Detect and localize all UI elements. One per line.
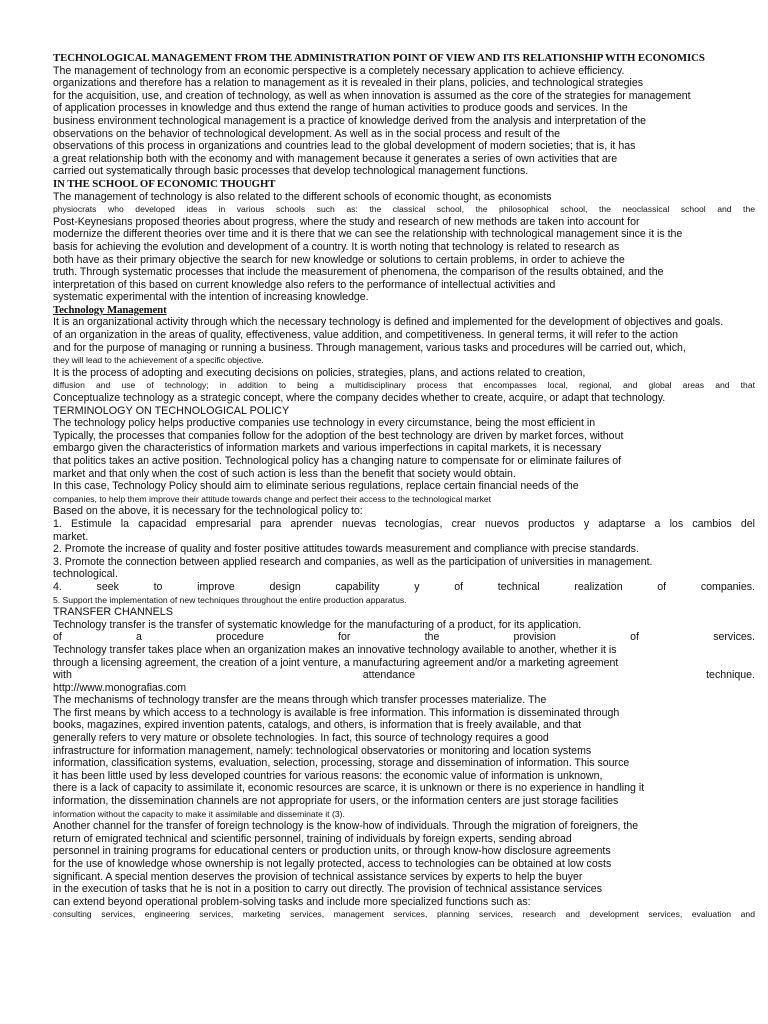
text-line: of application processes in knowledge and thus extend the range of human activities to produce goods and services. In the <box>53 102 628 115</box>
text-line: Another channel for the transfer of foreign technology is the know-how of individuals. Through the migration of foreigners, the <box>53 820 639 833</box>
text-line: technological. <box>53 568 118 581</box>
text-line: in the execution of tasks that he is not in a position to carry out directly. The provision of technical assistance services <box>53 883 602 896</box>
text-line: that politics takes an active position. Technological policy has a changing nature to compensate for or eliminate failures of <box>53 455 622 467</box>
text-line: there is a lack of capacity to assimilate it, economic resources are scarce, it is unknown or there is no experience in handling it <box>53 782 645 795</box>
text-line: personnel in training programs for educational centers or production units, or through know-how disclosure agreements <box>53 845 611 858</box>
text-line: of a procedure for the provision of services. <box>53 631 755 644</box>
text-line: Conceptualize technology as a strategic concept, where the company decides whether to create, acquire, or adapt that technology. <box>53 392 666 405</box>
text-line: truth. Through systematic processes that include the measurement of phenomena, the comparison of the results obtained, and the <box>53 266 664 279</box>
section-heading: TECHNOLOGICAL MANAGEMENT FROM THE ADMINISTRATION POINT OF VIEW AND ITS RELATIONSHIP WITH ECONOMICS <box>53 52 705 64</box>
section-heading: IN THE SCHOOL OF ECONOMIC THOUGHT <box>53 177 276 190</box>
text-line: through a licensing agreement, the creation of a joint venture, a manufacturing agreement and/or a marketing agreement <box>53 656 619 669</box>
text-line: It is an organizational activity through which the necessary technology is defined and implemented for the development of objectives and goals. <box>53 316 724 329</box>
text-line: it has been little used by less developed countries for various reasons: the economic value of information is unknown, <box>53 769 603 782</box>
text-line: The management of technology from an economic perspective is a completely necessary application to achieve efficiency. <box>53 64 625 77</box>
text-line: The mechanisms of technology transfer are the means through which transfer processes materialize. The <box>53 694 547 707</box>
document-page <box>53 52 755 921</box>
text-line: business environment technological management is a practice of knowledge derived from the analysis and interpretation of the <box>53 114 647 127</box>
text-line: can extend beyond operational problem-solving tasks and include more specialized functions such as: <box>53 895 531 908</box>
text-line: generally refers to very mature or obsolete technologies. In fact, this source of technology requires a good <box>53 732 549 745</box>
text-line: Technology transfer is the transfer of systematic knowledge for the manufacturing of a product, for its application. <box>53 618 582 631</box>
text-line: organizations and therefore has a relation to management as it is revealed in their plans, policies, and technological strategies <box>53 77 644 90</box>
text-line: basis for achieving the evolution and development of a country. It is worth noting that technology is related to research as <box>53 240 620 253</box>
text-line: information, the dissemination channels are not appropriate for users, or the information centers are just storage facilities <box>53 795 619 808</box>
text-line: a great relationship both with the economy and with management because it generates a series of own activities that are <box>53 152 618 165</box>
text-line: consulting services, engineering services, marketing services, management services, planning services, research and development services, evaluation and <box>53 909 755 920</box>
text-line: Based on the above, it is necessary for the technological policy to: <box>53 505 363 518</box>
text-line: TERMINOLOGY ON TECHNOLOGICAL POLICY <box>53 404 290 417</box>
text-line: infrastructure for information management, namely: technological observatories or monitoring and location systems <box>53 744 592 757</box>
text-line: both have as their primary objective the search for new knowledge or solutions to certain problems, in order to achieve the <box>53 253 625 266</box>
text-line: embargo given the characteristics of information markets and various imperfections in capital markets, it is necessary <box>53 442 602 455</box>
text-line: In this case, Technology Policy should aim to eliminate serious regulations, replace certain financial needs of the <box>53 480 579 493</box>
text-line: companies, to help them improve their attitude towards change and perfect their access to the technological market <box>53 493 492 504</box>
text-line: carried out systematically through basic processes that develop technological management functions. <box>53 165 529 178</box>
text-line: Technology transfer takes place when an organization makes an innovative technology available to another, whether it is <box>53 643 617 656</box>
text-line: they will lead to the achievement of a specific objective. <box>53 355 264 366</box>
text-line: modernize the different theories over time and it is there that we can see the relationship with technological management since it is the <box>53 228 683 241</box>
text-line: diffusion and use of technology; in addition to being a multidisciplinary process that encompasses local, regional, and global areas and that <box>53 380 755 391</box>
text-line: information without the capacity to make it assimilable and disseminate it (3). <box>53 808 345 819</box>
section-heading: Technology Management <box>53 303 167 316</box>
text-line: 2. Promote the increase of quality and foster positive attitudes towards measurement and compliance with precise standards. <box>53 543 639 556</box>
text-line: return of emigrated technical and scientific personnel, training of individuals by foreign experts, sending abroad <box>53 832 572 845</box>
text-line: Typically, the processes that companies follow for the adoption of the best technology are driven by market forces, without <box>53 429 624 442</box>
text-line: market and that only when the cost of such action is less than the benefit that society would obtain. <box>53 467 516 480</box>
text-line: Post-Keynesians proposed theories about progress, where the study and research of new methods are taken into account for <box>53 215 640 228</box>
text-line: observations of this process in organizations and countries lead to the global development of modern societies; that is, it has <box>53 140 636 153</box>
text-line: 1. Estimule la capacidad empresarial para aprender nuevas tecnologías, crear nuevos productos y adaptarse a los cambios del <box>53 517 755 530</box>
text-line: The technology policy helps productive companies use technology in every circumstance, being the most efficient in <box>53 417 596 430</box>
text-line: significant. A special mention deserves the provision of technical assistance services by experts to help the buyer <box>53 870 583 883</box>
text-line: market. <box>53 530 89 543</box>
text-line: information, classification systems, evaluation, selection, processing, storage and dissemination of information. This source <box>53 757 630 770</box>
text-line: http://www.monografias.com <box>53 681 187 694</box>
text-line: systematic experimental with the intention of increasing knowledge. <box>53 291 369 304</box>
text-line: interpretation of this based on current knowledge also refers to the performance of intellectual activities and <box>53 278 556 291</box>
text-line: 4. seek to improve design capability y of technical realization of companies. <box>53 580 755 593</box>
text-line: of an organization in the areas of quality, effectiveness, value addition, and competitiveness. In general terms, it will refer to the action <box>53 329 678 342</box>
text-line: It is the process of adopting and executing decisions on policies, strategies, plans, and actions related to creation, <box>53 366 586 379</box>
text-line: observations on the behavior of technological development. As well as in the social process and result of the <box>53 127 561 140</box>
text-line: 5. Support the implementation of new techniques throughout the entire production apparatus. <box>53 594 407 605</box>
text-line: 3. Promote the connection between applied research and companies, as well as the participation of universities in management. <box>53 555 653 568</box>
text-line: The first means by which access to a technology is available is free information. This information is disseminated through <box>53 706 620 719</box>
text-line: with attendance technique. <box>53 669 755 682</box>
text-line: physiocrats who developed ideas in various schools such as: the classical school, the philosophical school, the neoclassical school and the <box>53 204 755 215</box>
text-line: books, magazines, expired invention patents, catalogs, and others, is information that is freely available, and that <box>53 719 582 732</box>
text-line: TRANSFER CHANNELS <box>53 606 173 619</box>
text-line: for the use of knowledge whose ownership is not legally protected, access to technologies can be obtained at low costs <box>53 858 612 870</box>
text-line: The management of technology is also related to the different schools of economic thought, as economists <box>53 190 552 203</box>
text-line: for the acquisition, use, and creation of technology, as well as when innovation is assumed as the core of the strategies for management <box>53 89 691 102</box>
text-line: and for the purpose of managing or running a business. Through management, various tasks and procedures will be carried out, which, <box>53 341 686 354</box>
